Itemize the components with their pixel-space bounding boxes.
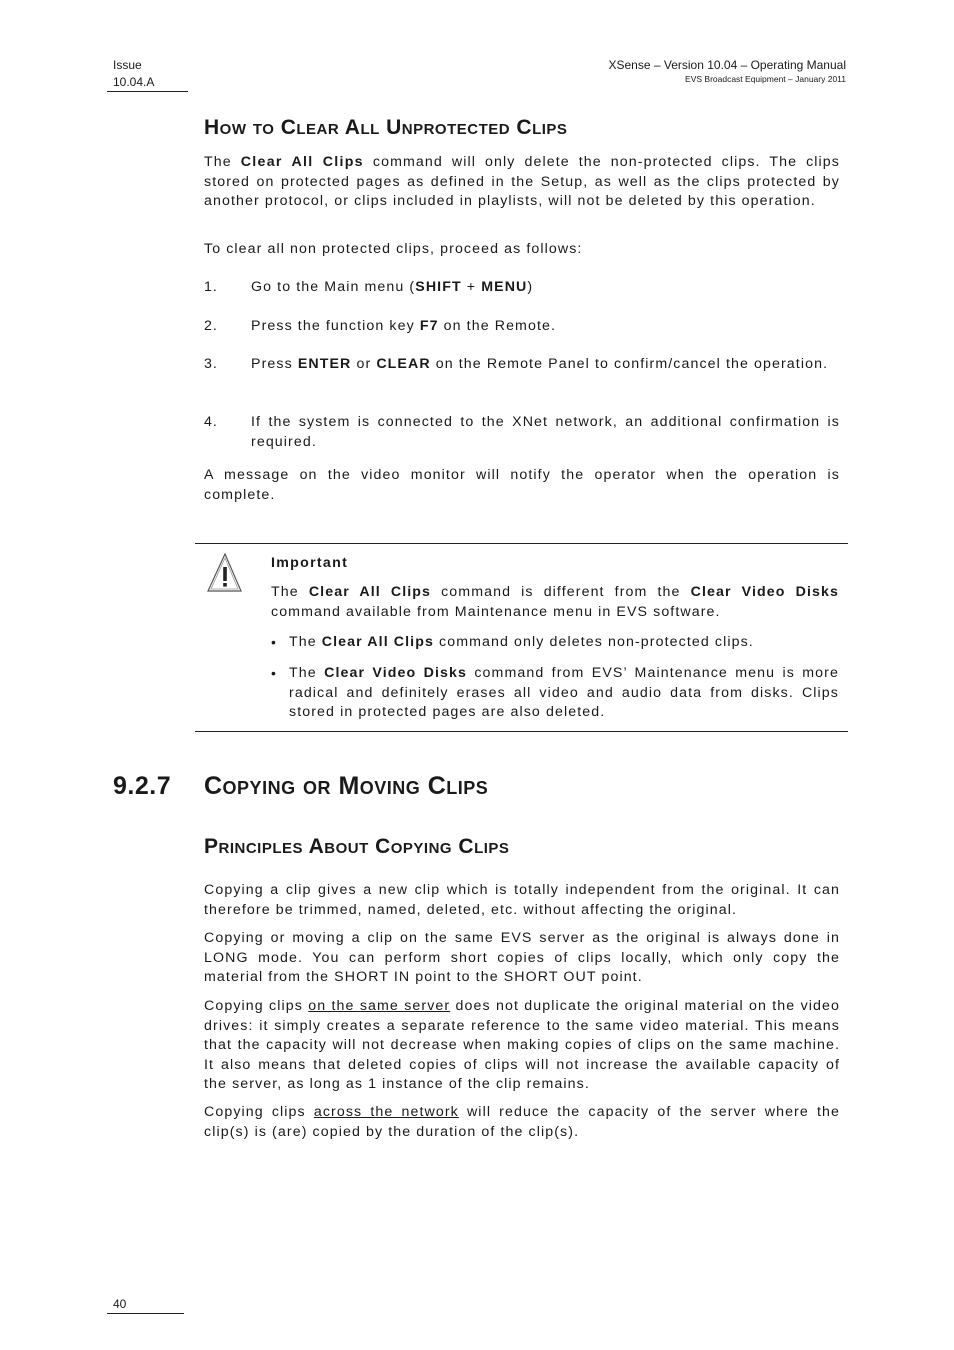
step-text: Press ENTER or CLEAR on the Remote Panel to confirm/cancel the operation. <box>251 356 829 372</box>
footer-rule <box>107 1313 184 1314</box>
bullet-icon: • <box>271 665 276 681</box>
proceed-paragraph: To clear all non protected clips, proceed as follows: <box>204 241 583 257</box>
manual-title: XSense – Version 10.04 – Operating Manual <box>608 58 846 72</box>
clear-outro-paragraph: A message on the video monitor will notify the operator when the operation is complete. <box>204 467 840 503</box>
note-bullet: The Clear All Clips command only deletes non-protected clips. <box>289 634 754 650</box>
copy-paragraph-2: Copying or moving a clip on the same EVS server as the original is always done in LONG mode. You can perform short copies of clips locally, which only copy the material from the SHORT IN point to the SHORT OUT point. <box>204 930 840 985</box>
note-top-rule <box>195 543 848 544</box>
step-text: Press the function key F7 on the Remote. <box>251 318 557 334</box>
note-text: The Clear All Clips command is different from the Clear Video Disks command available from Maintenance menu in EVS software. <box>271 584 839 620</box>
manual-subtitle: EVS Broadcast Equipment – January 2011 <box>685 74 846 84</box>
step-number: 3. <box>204 356 218 372</box>
page-number: 40 <box>113 1297 127 1311</box>
step-text: If the system is connected to the XNet network, an additional confirmation is required. <box>251 414 840 450</box>
section-heading-clear: How to Clear All Unprotected Clips <box>204 116 568 139</box>
clear-intro-paragraph: The Clear All Clips command will only delete the non-protected clips. The clips stored on protected pages as defined in the Setup, as well as the clips protected by another protocol, or clips included in playlists, will not be deleted by this operation. <box>204 154 840 209</box>
copy-paragraph-3: Copying clips on the same server does not duplicate the original material on the video drives: it simply creates a separate reference to the same video material. This means that the capacity will not decrease when making copies of clips on the same machine. It also means that deleted copies of clips will not increase the available capacity of the server, as long as 1 instance of the clip remains. <box>204 998 841 1092</box>
issue-number: 10.04.A <box>113 75 155 89</box>
issue-label: Issue <box>113 58 142 72</box>
copy-paragraph-1: Copying a clip gives a new clip which is totally independent from the original. It can therefore be trimmed, named, deleted, etc. without affecting the original. <box>204 882 840 918</box>
section-number: 9.2.7 <box>113 772 172 800</box>
bullet-icon: • <box>271 634 276 650</box>
step-number: 4. <box>204 414 218 430</box>
section-heading-copy: Copying or Moving Clips <box>204 772 489 800</box>
step-text: Go to the Main menu (SHIFT + MENU) <box>251 279 534 295</box>
warning-triangle-icon <box>205 552 243 594</box>
subheading-principles: Principles About Copying Clips <box>204 835 510 858</box>
step-number: 1. <box>204 279 218 295</box>
header-rule <box>107 91 188 92</box>
step-number: 2. <box>204 318 218 334</box>
note-bullet: The Clear Video Disks command from EVS’ Maintenance menu is more radical and definitely erases all video and audio data from disks. Clips stored in protected pages are also deleted. <box>289 665 839 720</box>
copy-paragraph-4: Copying clips across the network will reduce the capacity of the server where the clip(s) is (are) copied by the duration of the clip(s). <box>204 1104 841 1140</box>
note-bottom-rule <box>195 731 848 732</box>
note-title: Important <box>271 555 349 571</box>
